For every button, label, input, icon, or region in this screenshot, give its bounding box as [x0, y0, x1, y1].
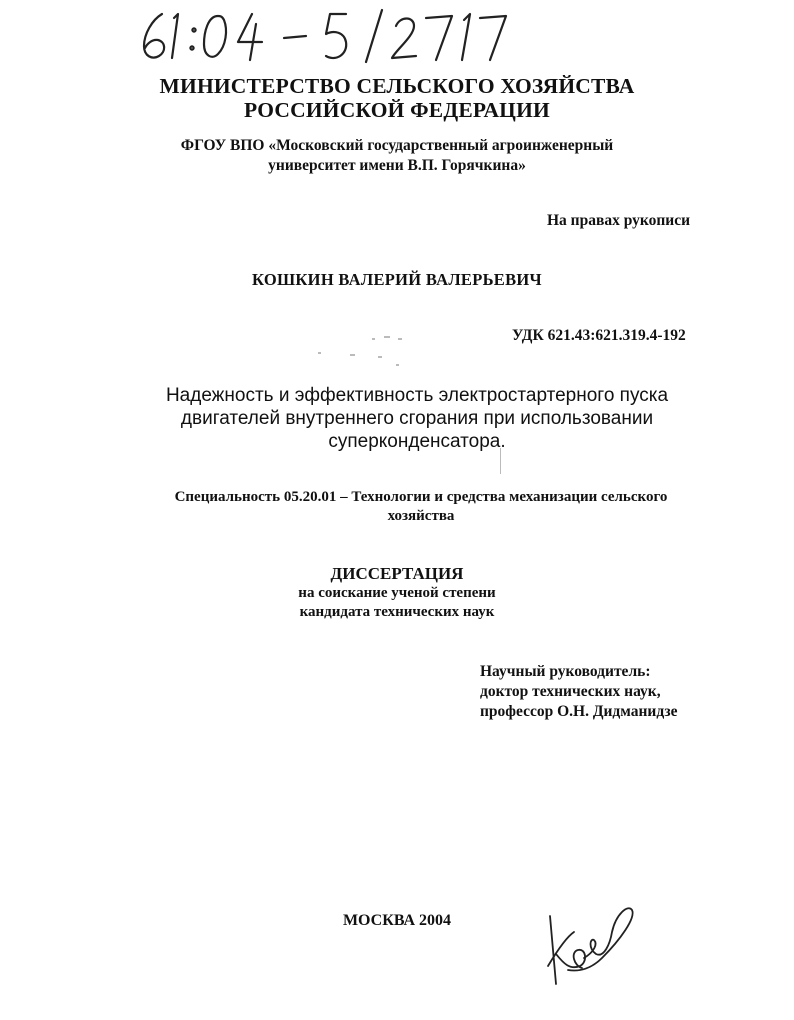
specialty-line-1: Специальность 05.20.01 – Технологии и средства механизации сельского: [174, 489, 668, 505]
thesis-title: [140, 384, 694, 453]
manuscript-rights-note: На правах рукописи: [547, 212, 691, 229]
dissertation-label: ДИССЕРТАЦИЯ: [330, 564, 464, 583]
handwritten-archive-code: [134, 6, 524, 64]
degree-description: [0, 584, 794, 622]
university-line-2: университет имени В.П. Горячкина»: [268, 157, 526, 174]
author-name: КОШКИН ВАЛЕРИЙ ВАЛЕРЬЕВИЧ: [252, 270, 542, 289]
thesis-title-line-2: двигателей внутреннего сгорания при использовании: [180, 408, 654, 429]
degree-line-2: кандидата технических наук: [299, 604, 495, 620]
udk-code: УДК 621.43:621.319.4-192: [512, 327, 686, 344]
ministry-line-2: РОССИЙСКОЙ ФЕДЕРАЦИИ: [244, 98, 550, 122]
city-and-year: МОСКВА 2004: [342, 912, 452, 929]
specialty-line-2: хозяйства: [387, 508, 455, 524]
handwritten-signature: [540, 896, 640, 988]
university-name: [0, 136, 794, 176]
supervisor-block: [480, 662, 677, 722]
supervisor-label: Научный руководитель:: [480, 663, 651, 680]
university-line-1: ФГОУ ВПО «Московский государственный агроинженерный: [180, 137, 614, 154]
thesis-title-line-1: Надежность и эффективность электростартерного пуска: [165, 385, 669, 406]
specialty: [133, 488, 709, 526]
ministry-line-1: МИНИСТЕРСТВО СЕЛЬСКОГО ХОЗЯЙСТВА: [159, 74, 635, 98]
ministry-heading: [0, 74, 794, 122]
supervisor-degree: доктор технических наук,: [480, 683, 661, 700]
degree-line-1: на соискание ученой степени: [298, 585, 496, 601]
thesis-title-line-3: суперконденсатора.: [328, 431, 506, 452]
supervisor-name: профессор О.Н. Дидманидзе: [480, 703, 678, 720]
